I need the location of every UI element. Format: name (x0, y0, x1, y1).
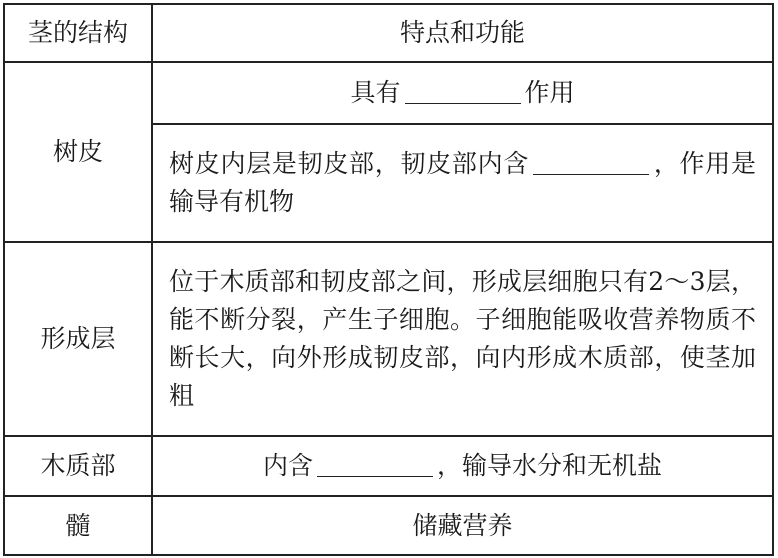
row-label-pith: 髓 (4, 496, 152, 555)
bark-function-2 (152, 124, 773, 242)
table-row-xylem (4, 436, 773, 496)
fill-blank-1 (405, 78, 521, 104)
bark-function-1 (152, 62, 773, 124)
table-row-pith (4, 496, 773, 555)
row-label-cambium: 形成层 (4, 242, 152, 436)
table-header-row (4, 4, 773, 62)
fill-blank-3 (317, 451, 433, 477)
table-row-cambium (4, 242, 773, 436)
row-label-xylem: 木质部 (4, 436, 152, 496)
row-label-bark: 树皮 (4, 62, 152, 242)
bark-function-1-pre: 具有 (350, 78, 401, 108)
xylem-function-post: ，输导水分和无机盐 (437, 451, 663, 481)
bark-function-1-post: 作用 (524, 78, 575, 108)
cambium-function: 位于木质部和韧皮部之间，形成层细胞只有2～3层，能不断分裂，产生子细胞。子细胞能吸收营养物质不断长大，向外形成韧皮部，向内形成木质部，使茎加粗 (152, 242, 773, 436)
xylem-function-pre: 内含 (262, 451, 313, 481)
header-structure: 茎的结构 (4, 4, 152, 62)
stem-structure-table (3, 3, 774, 556)
header-function: 特点和功能 (152, 4, 773, 62)
bark-function-2-post: ，作用是输导有机物 (169, 149, 756, 216)
pith-function: 储藏营养 (152, 496, 773, 555)
fill-blank-2 (533, 149, 649, 175)
xylem-function (152, 436, 773, 496)
table-row-bark-1 (4, 62, 773, 124)
bark-function-2-pre: 树皮内层是韧皮部，韧皮部内含 (169, 149, 530, 178)
